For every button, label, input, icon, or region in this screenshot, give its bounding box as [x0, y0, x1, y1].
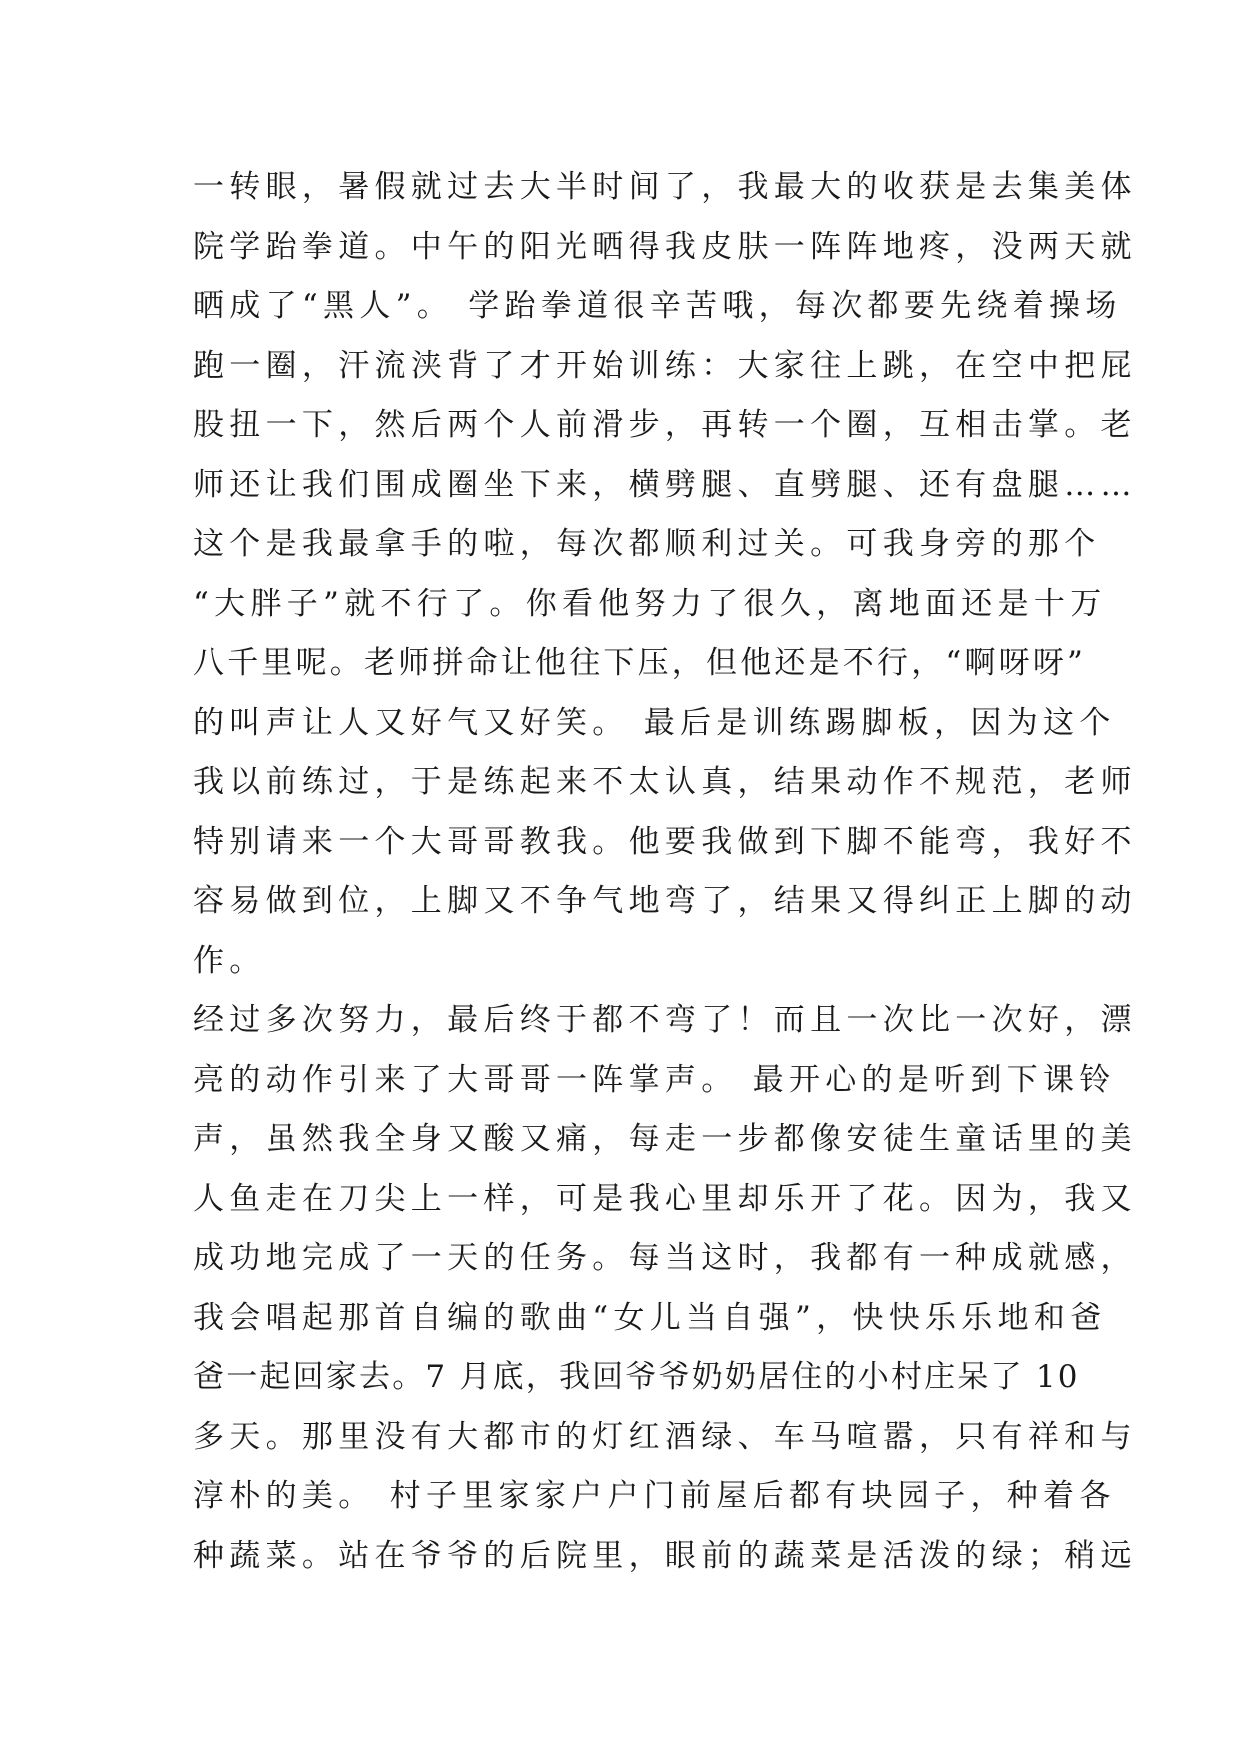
- text-line: 我会唱起那首自编的歌曲“女儿当自强”，快快乐乐地和爸: [193, 1299, 1107, 1336]
- text-line: 特别请来一个大哥哥教我。他要我做到下脚不能弯，我好不: [193, 823, 1137, 860]
- text-line: 淳朴的美。 村子里家家户户门前屋后都有块园子，种着各: [193, 1478, 1116, 1514]
- text-line: 一转眼，暑假就过去大半时间了，我最大的收获是去集美体: [193, 169, 1137, 205]
- text-line: 作。: [193, 942, 266, 979]
- text-line: 院学跆拳道。中午的阳光晒得我皮肤一阵阵地疼，没两天就: [193, 228, 1137, 265]
- text-line: 这个是我最拿手的啦，每次都顺利过关。可我身旁的那个: [193, 526, 1101, 562]
- text-line: 爸一起回家去。7 月底，我回爷爷奶奶居住的小村庄呆了 10: [193, 1359, 1080, 1395]
- text-line: 晒成了“黑人”。 学跆拳道很辛苦哦，每次都要先绕着操场: [193, 288, 1122, 324]
- text-line: 容易做到位，上脚又不争气地弯了，结果又得纠正上脚的动: [193, 883, 1137, 919]
- text-line: 股扭一下，然后两个人前滑步，再转一个圈，互相击掌。老: [193, 407, 1137, 443]
- text-line: 人鱼走在刀尖上一样，可是我心里却乐开了花。因为，我又: [193, 1180, 1137, 1217]
- text-line: 种蔬菜。站在爷爷的后院里，眼前的蔬菜是活泼的绿；稍远: [193, 1537, 1137, 1574]
- text-line: “大胖子”就不行了。你看他努力了很久，离地面还是十万: [193, 585, 1107, 622]
- text-line: 声，虽然我全身又酸又痛，每走一步都像安徒生童话里的美: [193, 1121, 1137, 1157]
- text-line: 跑一圈，汗流浃背了才开始训练：大家往上跳，在空中把屁: [193, 347, 1137, 384]
- text-line: 师还让我们围成圈坐下来，横劈腿、直劈腿、还有盘腿……: [193, 466, 1137, 503]
- text-line: 经过多次努力，最后终于都不弯了！而且一次比一次好，漂: [193, 1002, 1137, 1038]
- text-line: 八千里呢。老师拼命让他往下压，但他还是不行，“啊呀呀”: [193, 645, 1087, 681]
- text-line: 我以前练过，于是练起来不太认真，结果动作不规范，老师: [193, 764, 1137, 800]
- body-text: [193, 158, 1137, 1586]
- text-line: 的叫声让人又好气又好笑。 最后是训练踢脚板，因为这个: [193, 704, 1116, 741]
- text-line: 多天。那里没有大都市的灯红酒绿、车马喧嚣，只有祥和与: [193, 1418, 1137, 1455]
- text-line: 成功地完成了一天的任务。每当这时，我都有一种成就感，: [193, 1240, 1137, 1276]
- text-line: 亮的动作引来了大哥哥一阵掌声。 最开心的是听到下课铃: [193, 1061, 1116, 1098]
